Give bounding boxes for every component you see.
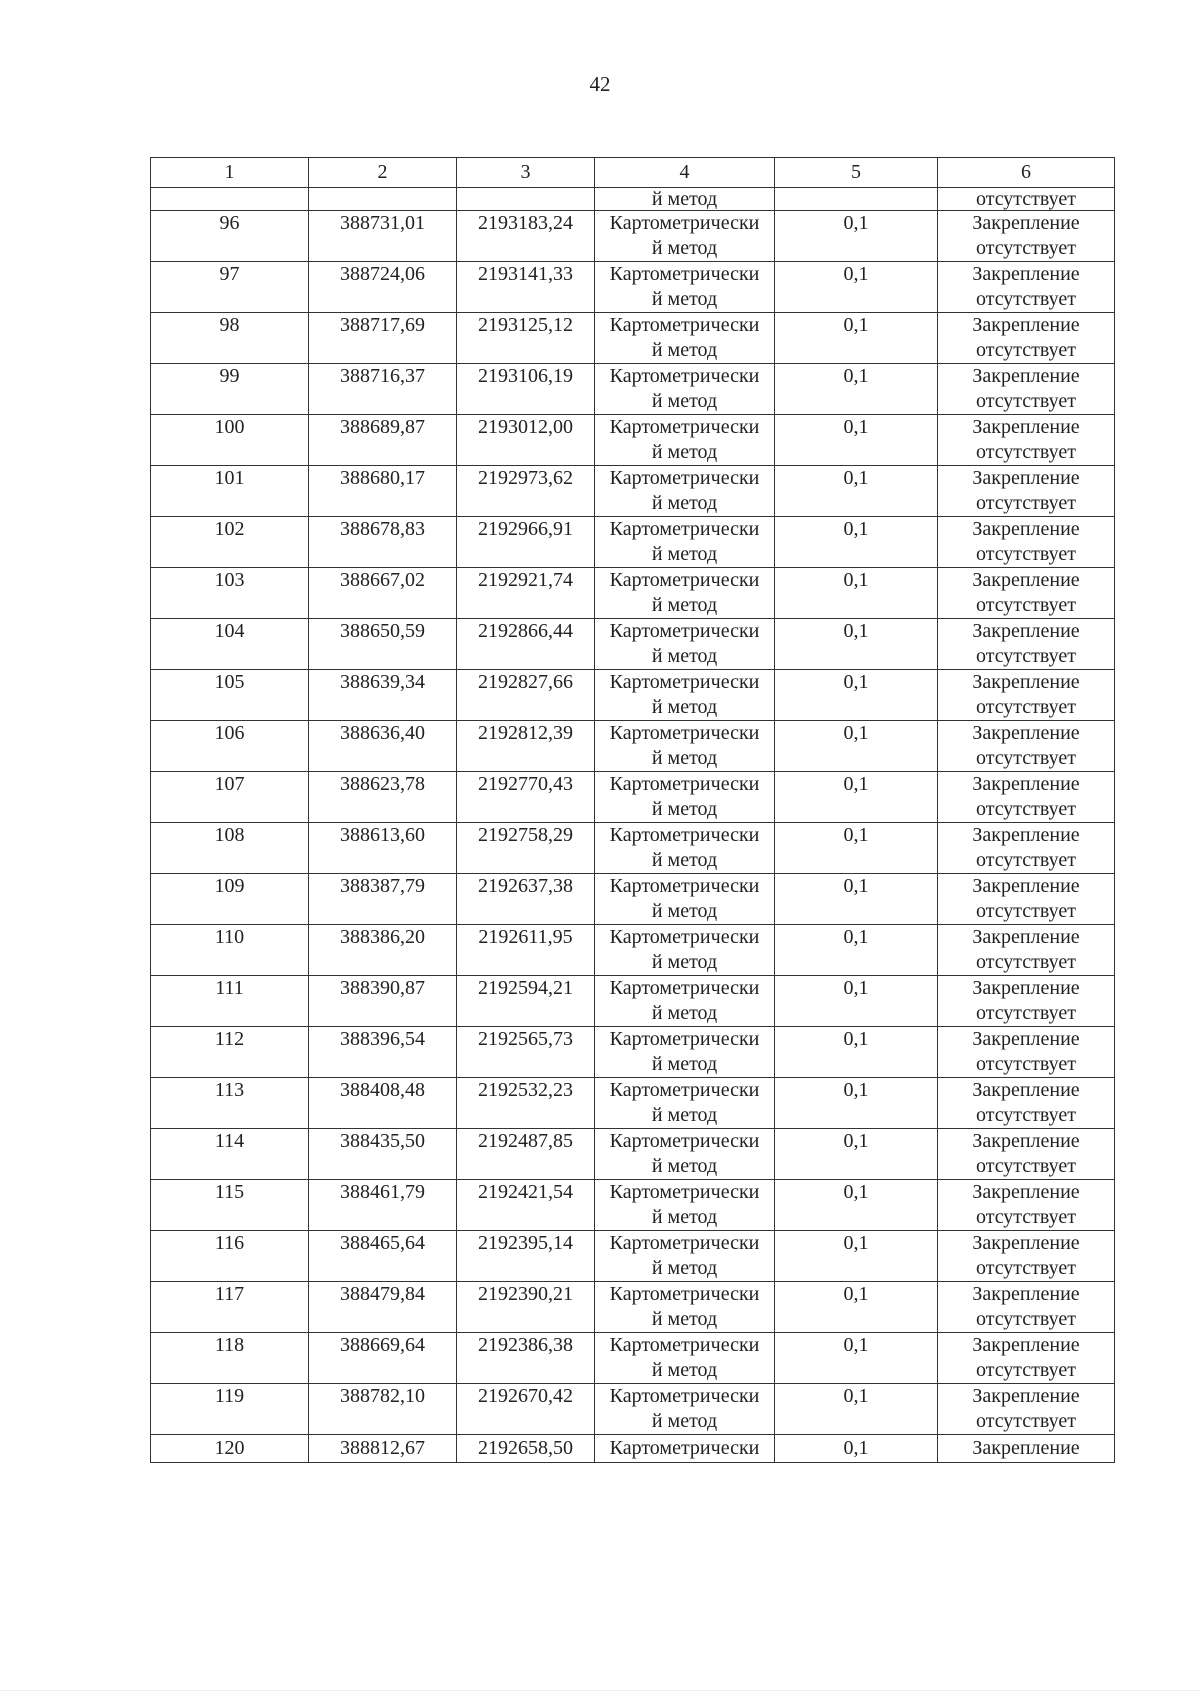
point-number-cell: 105 — [151, 670, 309, 721]
fixation-cell-line-1: Закрепление — [972, 671, 1080, 693]
method-cell-line-1: Картометрически — [609, 620, 760, 642]
point-number-cell: 100 — [151, 415, 309, 466]
method-cell-line-2: й метод — [651, 492, 718, 514]
y-coordinate-cell: 2193106,19 — [457, 364, 595, 415]
table-row — [151, 466, 1115, 517]
method-cell — [595, 1333, 775, 1384]
error-cell: 0,1 — [775, 466, 938, 517]
method-cell-line-2: й метод — [651, 951, 718, 973]
method-cell — [595, 211, 775, 262]
fixation-cell-line-2: отсутствует — [975, 1104, 1077, 1126]
fixation-cell-line-2: отсутствует — [975, 1155, 1077, 1177]
point-number-cell: 113 — [151, 1078, 309, 1129]
method-cell-line-1: Картометрически — [609, 518, 760, 540]
fixation-cell-line-1: Закрепление — [972, 467, 1080, 489]
method-cell-line-2: й метод — [651, 1359, 718, 1381]
fixation-cell-line-1: Закрепление — [972, 926, 1080, 948]
x-coordinate-cell: 388390,87 — [309, 976, 457, 1027]
method-cell-line-1: Картометрически — [609, 1334, 760, 1356]
point-number-cell: 103 — [151, 568, 309, 619]
method-cell-line-1: Картометрически — [609, 1232, 760, 1254]
point-number-cell: 96 — [151, 211, 309, 262]
method-cell-line-2: й метод — [651, 288, 718, 310]
fixation-cell — [938, 976, 1115, 1027]
point-number-cell: 116 — [151, 1231, 309, 1282]
point-number-cell: 115 — [151, 1180, 309, 1231]
method-cell-line-2: й метод — [651, 594, 718, 616]
method-cell: Картометрически — [595, 1435, 775, 1463]
method-cell-line-2: й метод — [651, 1206, 718, 1228]
fixation-cell-line-1: Закрепление — [972, 1028, 1080, 1050]
method-cell — [595, 721, 775, 772]
fixation-cell-line-2: отсутствует — [975, 900, 1077, 922]
column-number-cell: 2 — [309, 158, 457, 188]
fixation-cell-line-2: отсутствует — [975, 1308, 1077, 1330]
point-number-cell: 110 — [151, 925, 309, 976]
fixation-cell — [938, 1129, 1115, 1180]
page-number: 42 — [589, 72, 611, 96]
fixation-cell — [938, 466, 1115, 517]
error-cell: 0,1 — [775, 415, 938, 466]
column-number-cell: 6 — [938, 158, 1115, 188]
y-coordinate-cell: 2193141,33 — [457, 262, 595, 313]
fixation-cell — [938, 313, 1115, 364]
x-coordinate-cell: 388408,48 — [309, 1078, 457, 1129]
fixation-cell — [938, 364, 1115, 415]
error-cell: 0,1 — [775, 619, 938, 670]
fixation-cell-line-2: отсутствует — [975, 696, 1077, 718]
method-cell — [595, 670, 775, 721]
method-cell-line-2: й метод — [651, 237, 718, 259]
fixation-cell-line-2: отсутствует — [975, 543, 1077, 565]
x-coordinate-cell: 388717,69 — [309, 313, 457, 364]
point-number-cell: 98 — [151, 313, 309, 364]
column-number-cell: 4 — [595, 158, 775, 188]
method-cell-line-1: Картометрически — [609, 1028, 760, 1050]
point-number-cell: 119 — [151, 1384, 309, 1435]
method-cell — [595, 466, 775, 517]
table-row-truncated — [151, 1435, 1115, 1463]
error-cell: 0,1 — [775, 1333, 938, 1384]
method-cell-line-1: Картометрически — [609, 671, 760, 693]
method-cell-line-2: й метод — [651, 1104, 718, 1126]
table-row — [151, 1333, 1115, 1384]
table-row — [151, 1180, 1115, 1231]
fixation-cell — [938, 721, 1115, 772]
y-coordinate-cell: 2192637,38 — [457, 874, 595, 925]
column-number-cell: 1 — [151, 158, 309, 188]
table-row — [151, 1282, 1115, 1333]
fixation-cell — [938, 1078, 1115, 1129]
table-row — [151, 313, 1115, 364]
error-cell: 0,1 — [775, 313, 938, 364]
point-number-cell: 106 — [151, 721, 309, 772]
y-coordinate-cell: 2192827,66 — [457, 670, 595, 721]
fixation-cell-line-2: отсутствует — [975, 951, 1077, 973]
method-cell-line-2: й метод — [651, 696, 718, 718]
fixation-cell — [938, 1180, 1115, 1231]
fixation-cell — [938, 1333, 1115, 1384]
y-coordinate-cell: 2193012,00 — [457, 415, 595, 466]
y-coordinate-cell: 2192966,91 — [457, 517, 595, 568]
error-cell: 0,1 — [775, 874, 938, 925]
method-cell-line-1: Картометрически — [609, 1181, 760, 1203]
error-cell: 0,1 — [775, 823, 938, 874]
method-cell — [595, 976, 775, 1027]
fixation-cell — [938, 1384, 1115, 1435]
method-cell-line-1: Картометрически — [609, 1283, 760, 1305]
point-number-cell: 118 — [151, 1333, 309, 1384]
table-row — [151, 568, 1115, 619]
point-number-cell: 101 — [151, 466, 309, 517]
method-cell — [595, 364, 775, 415]
fixation-cell-line-2: отсутствует — [975, 645, 1077, 667]
x-coordinate-cell: 388623,78 — [309, 772, 457, 823]
method-cell — [595, 415, 775, 466]
fixation-cell-line-2: отсутствует — [975, 1206, 1077, 1228]
carry-over-cell — [309, 188, 457, 211]
x-coordinate-cell: 388680,17 — [309, 466, 457, 517]
x-coordinate-cell: 388639,34 — [309, 670, 457, 721]
fixation-cell-line-2: отсутствует — [975, 492, 1077, 514]
x-coordinate-cell: 388479,84 — [309, 1282, 457, 1333]
y-coordinate-cell: 2192658,50 — [457, 1435, 595, 1463]
method-cell — [595, 1078, 775, 1129]
method-cell — [595, 772, 775, 823]
method-cell-line-2: й метод — [651, 1053, 718, 1075]
fixation-cell-line-1: Закрепление — [972, 1385, 1080, 1407]
error-cell: 0,1 — [775, 517, 938, 568]
point-number-cell: 117 — [151, 1282, 309, 1333]
table-row — [151, 262, 1115, 313]
method-cell — [595, 925, 775, 976]
fixation-cell-line-1: Закрепление — [972, 1232, 1080, 1254]
carry-over-cell: й метод — [595, 188, 775, 211]
method-cell-line-1: Картометрически — [609, 1385, 760, 1407]
method-cell-line-1: Картометрически — [609, 416, 760, 438]
point-number-cell: 99 — [151, 364, 309, 415]
fixation-cell-line-2: отсутствует — [975, 1053, 1077, 1075]
y-coordinate-cell: 2192921,74 — [457, 568, 595, 619]
method-cell-line-1: Картометрически — [609, 824, 760, 846]
scan-edge-line — [0, 1690, 1200, 1691]
method-cell-line-2: й метод — [651, 645, 718, 667]
method-cell-line-2: й метод — [651, 441, 718, 463]
table-row — [151, 670, 1115, 721]
x-coordinate-cell: 388396,54 — [309, 1027, 457, 1078]
x-coordinate-cell: 388782,10 — [309, 1384, 457, 1435]
fixation-cell — [938, 211, 1115, 262]
x-coordinate-cell: 388461,79 — [309, 1180, 457, 1231]
carry-over-cell — [775, 188, 938, 211]
method-cell-line-2: й метод — [651, 1308, 718, 1330]
method-cell — [595, 619, 775, 670]
error-cell: 0,1 — [775, 1435, 938, 1463]
fixation-cell — [938, 874, 1115, 925]
y-coordinate-cell: 2192487,85 — [457, 1129, 595, 1180]
fixation-cell-line-1: Закрепление — [972, 722, 1080, 744]
column-number-cell: 5 — [775, 158, 938, 188]
point-number-cell: 107 — [151, 772, 309, 823]
x-coordinate-cell: 388689,87 — [309, 415, 457, 466]
y-coordinate-cell: 2192758,29 — [457, 823, 595, 874]
method-cell-line-1: Картометрически — [609, 926, 760, 948]
method-cell-line-2: й метод — [651, 849, 718, 871]
method-cell-line-1: Картометрически — [609, 722, 760, 744]
y-coordinate-cell: 2192670,42 — [457, 1384, 595, 1435]
y-coordinate-cell: 2192532,23 — [457, 1078, 595, 1129]
x-coordinate-cell: 388667,02 — [309, 568, 457, 619]
x-coordinate-cell: 388650,59 — [309, 619, 457, 670]
point-number-cell: 102 — [151, 517, 309, 568]
error-cell: 0,1 — [775, 1078, 938, 1129]
x-coordinate-cell: 388724,06 — [309, 262, 457, 313]
fixation-cell-line-1: Закрепление — [972, 518, 1080, 540]
fixation-cell — [938, 823, 1115, 874]
fixation-cell — [938, 1282, 1115, 1333]
fixation-cell-line-2: отсутствует — [975, 339, 1077, 361]
method-cell — [595, 313, 775, 364]
fixation-cell — [938, 1027, 1115, 1078]
method-cell — [595, 568, 775, 619]
fixation-cell-line-1: Закрепление — [972, 1181, 1080, 1203]
x-coordinate-cell: 388812,67 — [309, 1435, 457, 1463]
coordinates-table — [150, 157, 1115, 1463]
y-coordinate-cell: 2192866,44 — [457, 619, 595, 670]
error-cell: 0,1 — [775, 211, 938, 262]
table-body — [151, 158, 1115, 1463]
method-cell-line-2: й метод — [651, 1002, 718, 1024]
y-coordinate-cell: 2192395,14 — [457, 1231, 595, 1282]
method-cell — [595, 262, 775, 313]
fixation-cell — [938, 568, 1115, 619]
error-cell: 0,1 — [775, 772, 938, 823]
x-coordinate-cell: 388678,83 — [309, 517, 457, 568]
fixation-cell — [938, 415, 1115, 466]
x-coordinate-cell: 388613,60 — [309, 823, 457, 874]
x-coordinate-cell: 388387,79 — [309, 874, 457, 925]
point-number-cell: 112 — [151, 1027, 309, 1078]
method-cell-line-1: Картометрически — [609, 314, 760, 336]
method-cell — [595, 1282, 775, 1333]
error-cell: 0,1 — [775, 1231, 938, 1282]
fixation-cell-line-2: отсутствует — [975, 1410, 1077, 1432]
method-cell-line-1: Картометрически — [609, 263, 760, 285]
fixation-cell-line-2: отсутствует — [975, 594, 1077, 616]
fixation-cell: Закрепление — [938, 1435, 1115, 1463]
method-cell-line-2: й метод — [651, 390, 718, 412]
y-coordinate-cell: 2192594,21 — [457, 976, 595, 1027]
method-cell-line-1: Картометрически — [609, 977, 760, 999]
method-cell-line-1: Картометрически — [609, 467, 760, 489]
point-number-cell: 114 — [151, 1129, 309, 1180]
method-cell-line-1: Картометрически — [609, 569, 760, 591]
method-cell — [595, 1129, 775, 1180]
column-number-row — [151, 158, 1115, 188]
error-cell: 0,1 — [775, 1282, 938, 1333]
carry-over-cell — [151, 188, 309, 211]
table-row — [151, 517, 1115, 568]
method-cell-line-2: й метод — [651, 900, 718, 922]
y-coordinate-cell: 2192973,62 — [457, 466, 595, 517]
y-coordinate-cell: 2192812,39 — [457, 721, 595, 772]
fixation-cell-line-2: отсутствует — [975, 1359, 1077, 1381]
fixation-cell-line-2: отсутствует — [975, 1002, 1077, 1024]
table-row — [151, 619, 1115, 670]
x-coordinate-cell: 388716,37 — [309, 364, 457, 415]
x-coordinate-cell: 388465,64 — [309, 1231, 457, 1282]
method-cell — [595, 874, 775, 925]
fixation-cell-line-1: Закрепление — [972, 773, 1080, 795]
fixation-cell-line-1: Закрепление — [972, 314, 1080, 336]
error-cell: 0,1 — [775, 262, 938, 313]
point-number-cell: 120 — [151, 1435, 309, 1463]
method-cell — [595, 823, 775, 874]
table-row — [151, 1231, 1115, 1282]
carry-over-row — [151, 188, 1115, 211]
table-row — [151, 721, 1115, 772]
table-row — [151, 415, 1115, 466]
fixation-cell — [938, 772, 1115, 823]
y-coordinate-cell: 2192770,43 — [457, 772, 595, 823]
method-cell-line-2: й метод — [651, 1155, 718, 1177]
method-cell-line-1: Картометрически — [609, 1130, 760, 1152]
fixation-cell-line-1: Закрепление — [972, 824, 1080, 846]
table-row — [151, 1384, 1115, 1435]
method-cell-line-2: й метод — [651, 1410, 718, 1432]
error-cell: 0,1 — [775, 1180, 938, 1231]
method-cell-line-1: Картометрически — [609, 1079, 760, 1101]
fixation-cell-line-1: Закрепление — [972, 212, 1080, 234]
fixation-cell — [938, 619, 1115, 670]
fixation-cell-line-2: отсутствует — [975, 390, 1077, 412]
y-coordinate-cell: 2192386,38 — [457, 1333, 595, 1384]
table-row — [151, 874, 1115, 925]
error-cell: 0,1 — [775, 1384, 938, 1435]
method-cell-line-1: Картометрически — [609, 773, 760, 795]
table-row — [151, 364, 1115, 415]
method-cell-line-2: й метод — [651, 543, 718, 565]
fixation-cell-line-1: Закрепление — [972, 1130, 1080, 1152]
method-cell-line-1: Картометрически — [609, 365, 760, 387]
x-coordinate-cell: 388731,01 — [309, 211, 457, 262]
carry-over-cell — [457, 188, 595, 211]
y-coordinate-cell: 2192565,73 — [457, 1027, 595, 1078]
error-cell: 0,1 — [775, 976, 938, 1027]
x-coordinate-cell: 388636,40 — [309, 721, 457, 772]
fixation-cell-line-1: Закрепление — [972, 263, 1080, 285]
method-cell — [595, 1180, 775, 1231]
fixation-cell-line-2: отсутствует — [975, 288, 1077, 310]
fixation-cell-line-1: Закрепление — [972, 416, 1080, 438]
fixation-cell-line-1: Закрепление — [972, 569, 1080, 591]
error-cell: 0,1 — [775, 925, 938, 976]
method-cell — [595, 517, 775, 568]
error-cell: 0,1 — [775, 568, 938, 619]
table-row — [151, 823, 1115, 874]
fixation-cell — [938, 517, 1115, 568]
table-row — [151, 1027, 1115, 1078]
fixation-cell-line-2: отсутствует — [975, 849, 1077, 871]
method-cell-line-2: й метод — [651, 339, 718, 361]
table-row — [151, 1129, 1115, 1180]
table-row — [151, 976, 1115, 1027]
point-number-cell: 109 — [151, 874, 309, 925]
fixation-cell-line-1: Закрепление — [972, 365, 1080, 387]
fixation-cell-line-2: отсутствует — [975, 798, 1077, 820]
fixation-cell-line-1: Закрепление — [972, 1334, 1080, 1356]
error-cell: 0,1 — [775, 1027, 938, 1078]
fixation-cell-line-1: Закрепление — [972, 1079, 1080, 1101]
fixation-cell — [938, 925, 1115, 976]
fixation-cell — [938, 670, 1115, 721]
x-coordinate-cell: 388669,64 — [309, 1333, 457, 1384]
x-coordinate-cell: 388435,50 — [309, 1129, 457, 1180]
table-row — [151, 772, 1115, 823]
x-coordinate-cell: 388386,20 — [309, 925, 457, 976]
error-cell: 0,1 — [775, 364, 938, 415]
method-cell-line-1: Картометрически — [609, 875, 760, 897]
column-number-cell: 3 — [457, 158, 595, 188]
carry-over-cell: отсутствует — [938, 188, 1115, 211]
error-cell: 0,1 — [775, 670, 938, 721]
y-coordinate-cell: 2193125,12 — [457, 313, 595, 364]
point-number-cell: 111 — [151, 976, 309, 1027]
error-cell: 0,1 — [775, 1129, 938, 1180]
error-cell: 0,1 — [775, 721, 938, 772]
method-cell — [595, 1384, 775, 1435]
y-coordinate-cell: 2192611,95 — [457, 925, 595, 976]
method-cell — [595, 1027, 775, 1078]
fixation-cell-line-1: Закрепление — [972, 1283, 1080, 1305]
method-cell — [595, 1231, 775, 1282]
method-cell-line-2: й метод — [651, 1257, 718, 1279]
point-number-cell: 108 — [151, 823, 309, 874]
method-cell-line-1: Картометрически — [609, 212, 760, 234]
fixation-cell-line-2: отсутствует — [975, 237, 1077, 259]
fixation-cell-line-2: отсутствует — [975, 1257, 1077, 1279]
method-cell-line-2: й метод — [651, 747, 718, 769]
fixation-cell-line-2: отсутствует — [975, 747, 1077, 769]
fixation-cell-line-1: Закрепление — [972, 875, 1080, 897]
table-row — [151, 211, 1115, 262]
fixation-cell — [938, 1231, 1115, 1282]
y-coordinate-cell: 2193183,24 — [457, 211, 595, 262]
y-coordinate-cell: 2192390,21 — [457, 1282, 595, 1333]
fixation-cell-line-1: Закрепление — [972, 977, 1080, 999]
point-number-cell: 104 — [151, 619, 309, 670]
point-number-cell: 97 — [151, 262, 309, 313]
fixation-cell — [938, 262, 1115, 313]
table-row — [151, 1078, 1115, 1129]
fixation-cell-line-1: Закрепление — [972, 620, 1080, 642]
method-cell-line-2: й метод — [651, 798, 718, 820]
table-row — [151, 925, 1115, 976]
fixation-cell-line-2: отсутствует — [975, 441, 1077, 463]
y-coordinate-cell: 2192421,54 — [457, 1180, 595, 1231]
